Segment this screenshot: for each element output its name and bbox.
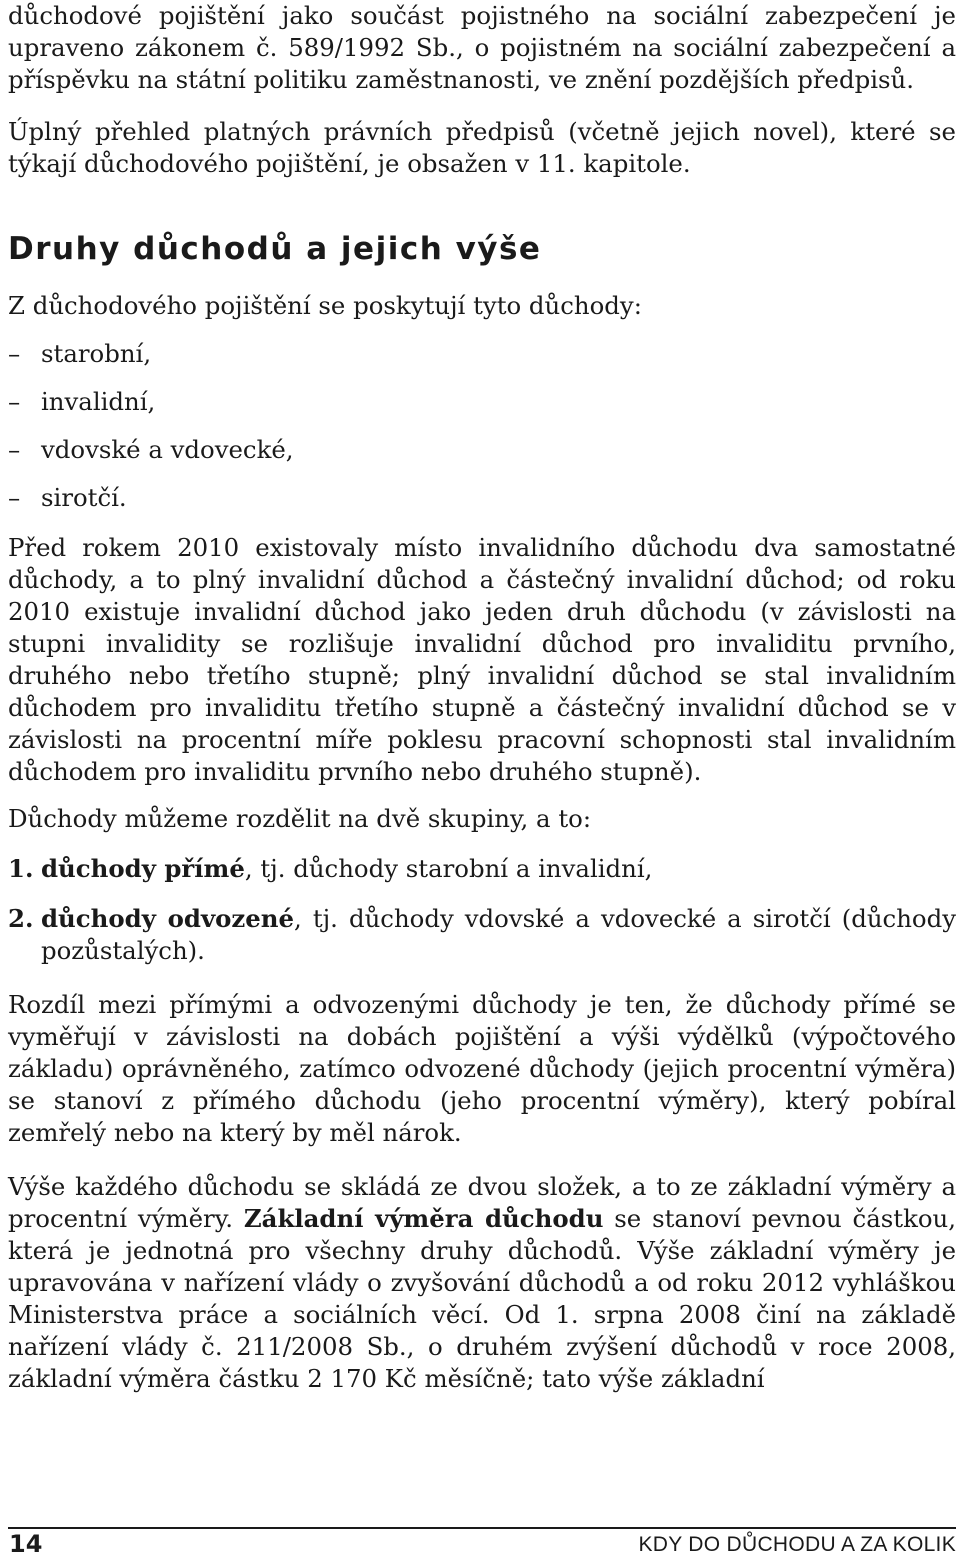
text-segment: Výše každého důchodu se skládá ze dvou složek, a to ze základní výměry a procentní výměry. [8, 1172, 956, 1233]
list-number: 2. [8, 904, 34, 933]
paragraph-pension-composition [8, 1171, 956, 1395]
bold-term: Základní výměra důchodu [243, 1204, 604, 1233]
list-number: 1. [8, 854, 34, 883]
list-item [8, 434, 956, 466]
paragraph-overview-reference: Úplný přehled platných právních předpisů (včetně jejich novel), které se týkají důchodového pojištění, je obsažen v 11. kapitole. [8, 117, 956, 178]
group-description: , tj. důchody vdovské a vdovecké a sirotčí (důchody pozůstalých). [41, 904, 956, 965]
section-heading: Druhy důchodů a jejich výše [8, 231, 542, 267]
dash-marker: – [8, 387, 21, 416]
pension-groups-list [8, 853, 956, 967]
running-footer-title: KDY DO DŮCHODU A ZA KOLIK [638, 1533, 956, 1556]
list-item [8, 853, 956, 885]
list-item-text: vdovské a vdovecké, [41, 435, 294, 464]
group-description: , tj. důchody starobní a invalidní, [244, 854, 653, 883]
group-term: důchody odvozené [41, 904, 295, 933]
pension-types-list [8, 338, 956, 514]
dash-marker: – [8, 435, 21, 464]
page-number: 14 [9, 1530, 43, 1558]
text-segment: se stanoví pevnou částkou, která je jednotná pro všechny druhy důchodů. Výše základní výměry je upravována v nařízení vlády o zvyšování důchodů a od roku 2012 vyhláškou Ministerstva práce a sociálních věcí. Od 1. srpna 2008 činí na základě nařízení vlády č. 211/2008 Sb., o druhém zvýšení důchodů v roce 2008, základní výměra částku 2 170 Kč měsíčně; tato výše základní [8, 1204, 957, 1393]
dash-marker: – [8, 483, 21, 512]
paragraph-direct-vs-derived: Rozdíl mezi přímými a odvozenými důchody je ten, že důchody přímé se vyměřují v závislosti na dobách pojištění a výši výdělků (výpočtového základu) oprávněného, zatímco odvozené důchody (jejich procentní výměra) se stanoví z přímého důchodu (jeho procentní výměry), který pobíral zemřelý nebo na který by měl nárok. [8, 990, 956, 1147]
list-item [8, 338, 956, 370]
paragraph-legal-basis: důchodové pojištění jako součást pojistného na sociální zabezpečení je upraveno zákonem č. 589/1992 Sb., o pojistném na sociální zabezpečení a příspěvku na státní politiku zaměstnanosti, ve znění pozdějších předpisů. [8, 1, 956, 94]
paragraph-invalidity-history: Před rokem 2010 existovaly místo invalidního důchodu dva samostatné důchody, a to plný invalidní důchod a částečný invalidní důchod; od roku 2010 existuje invalidní důchod jako jeden druh důchodu (v závislosti na stupni invalidity se rozlišuje invalidní důchod pro invaliditu prvního, druhého nebo třetího stupně; plný invalidní důchod se stal invalidním důchodem pro invaliditu třetího stupně a částečný invalidní důchod se v závislosti na procentní míře poklesu pracovní schopnosti stal invalidním důchodem pro invaliditu prvního nebo druhého stupně). [8, 533, 956, 786]
list-item-text: invalidní, [41, 387, 156, 416]
list-item-text: sirotčí. [41, 483, 127, 512]
group-term: důchody přímé [41, 854, 245, 883]
footer-divider [8, 1527, 956, 1529]
dash-marker: – [8, 339, 21, 368]
list-item [8, 903, 956, 967]
list-item [8, 482, 956, 514]
list-item [8, 386, 956, 418]
pension-types-intro: Z důchodového pojištění se poskytují tyto důchody: [8, 291, 642, 320]
document-page [8, 0, 956, 1395]
paragraph-groups-intro: Důchody můžeme rozdělit na dvě skupiny, a to: [8, 804, 592, 833]
list-item-text: starobní, [41, 339, 152, 368]
